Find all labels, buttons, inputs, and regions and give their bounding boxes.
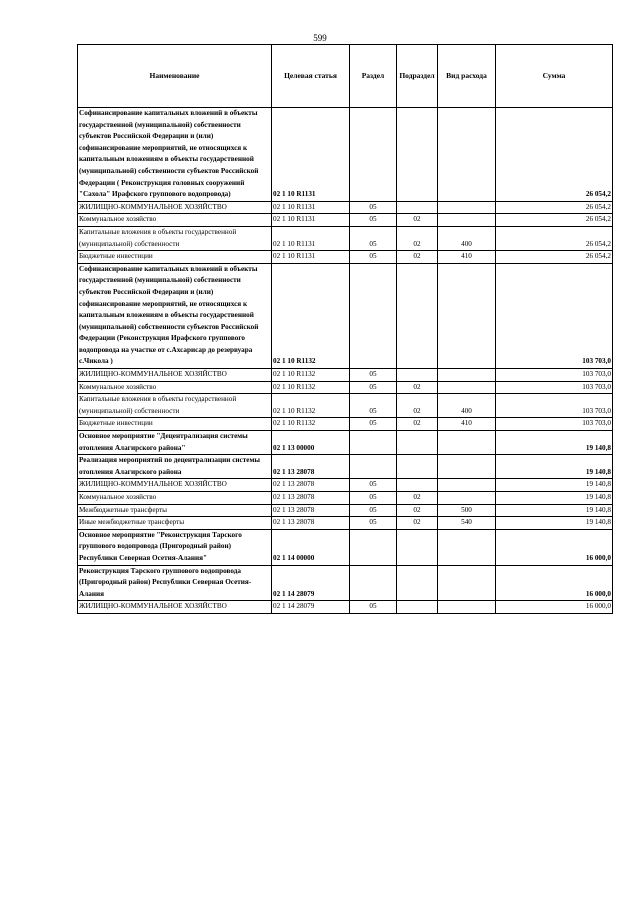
row-name: Бюджетные инвестиции [78,251,272,264]
row-amount: 16 000,0 [496,565,613,601]
row-section: 05 [350,201,397,214]
row-expense-type [438,565,496,601]
row-amount: 26 054,2 [496,201,613,214]
row-name: Софинансирование капитальных вложений в объекты государственной (муниципальной) собственности субъектов Российской Федерации и (или) софинансирование мероприятий, не относящихся к капитальным вложениям в объекты государственной (муниципальной) собственности субъектов Российской Федерации (Реконструкция Ирафского группового водопровода на участке от с.Ахсарисар до резервуара с.Чикола ) [78,263,272,368]
table-row [78,529,613,565]
row-expense-type: 410 [438,251,496,264]
row-section: 05 [350,251,397,264]
row-expense-type [438,601,496,614]
row-amount: 103 703,0 [496,418,613,431]
row-subsection: 02 [397,381,438,394]
row-name: Капитальные вложения в объекты государственной (муниципальной) собственности [78,394,272,418]
row-subsection: 02 [397,251,438,264]
table-row [78,455,613,479]
row-amount: 26 054,2 [496,226,613,250]
row-section: 05 [350,601,397,614]
row-expense-type: 500 [438,504,496,517]
table-body [78,108,613,614]
row-subsection: 02 [397,226,438,250]
table-header-row [78,45,613,108]
row-subsection [397,369,438,382]
row-amount: 26 054,2 [496,214,613,227]
header-name: Наименование [78,45,272,108]
row-section: 05 [350,517,397,530]
table-row [78,394,613,418]
row-amount: 19 140,8 [496,479,613,492]
table-row [78,565,613,601]
row-name: ЖИЛИЩНО-КОММУНАЛЬНОЕ ХОЗЯЙСТВО [78,601,272,614]
row-target-article: 02 1 10 R1132 [272,394,350,418]
table-row [78,601,613,614]
row-amount: 16 000,0 [496,601,613,614]
row-expense-type [438,455,496,479]
row-target-article: 02 1 10 R1131 [272,108,350,202]
row-name: Коммунальное хозяйство [78,381,272,394]
row-target-article: 02 1 10 R1131 [272,201,350,214]
row-expense-type: 400 [438,394,496,418]
header-subsection: Подраздел [397,45,438,108]
row-name: Капитальные вложения в объекты государственной (муниципальной) собственности [78,226,272,250]
row-target-article: 02 1 10 R1132 [272,263,350,368]
row-amount: 103 703,0 [496,394,613,418]
row-expense-type: 400 [438,226,496,250]
row-target-article: 02 1 13 00000 [272,431,350,455]
row-target-article: 02 1 13 28078 [272,517,350,530]
row-amount: 26 054,2 [496,108,613,202]
row-amount: 16 000,0 [496,529,613,565]
budget-table [77,44,613,614]
row-name: Реконструкция Тарского группового водопровода (Пригородный район) Республики Северная Осетия-Алания [78,565,272,601]
row-name: Коммунальное хозяйство [78,214,272,227]
row-subsection [397,565,438,601]
row-subsection: 02 [397,418,438,431]
row-section: 05 [350,369,397,382]
row-target-article: 02 1 10 R1132 [272,381,350,394]
row-section [350,263,397,368]
row-expense-type [438,479,496,492]
row-expense-type [438,263,496,368]
row-subsection: 02 [397,517,438,530]
row-amount: 19 140,8 [496,455,613,479]
row-name: Основное мероприятие "Реконструкция Тарского группового водопровода (Пригородный район) Республики Северная Осетия-Алания" [78,529,272,565]
header-amount: Сумма [496,45,613,108]
row-subsection [397,108,438,202]
row-expense-type [438,108,496,202]
row-subsection: 02 [397,394,438,418]
row-subsection [397,263,438,368]
row-target-article: 02 1 10 R1131 [272,226,350,250]
row-amount: 19 140,8 [496,492,613,505]
row-expense-type [438,529,496,565]
row-name: Софинансирование капитальных вложений в объекты государственной (муниципальной) собственности субъектов Российской Федерации и (или) софинансирование мероприятий, не относящихся к капитальным вложениям в объекты государственной (муниципальной) собственности субъектов Российской Федерации ( Реконструкция головных сооружений "Сахола" Ирафского группового водопровода) [78,108,272,202]
table-row [78,251,613,264]
row-section [350,565,397,601]
row-section: 05 [350,479,397,492]
row-name: ЖИЛИЩНО-КОММУНАЛЬНОЕ ХОЗЯЙСТВО [78,369,272,382]
row-name: Реализация мероприятий по децентрализации системы отопления Алагирского района [78,455,272,479]
row-target-article: 02 1 10 R1131 [272,214,350,227]
table-row [78,381,613,394]
table-row [78,492,613,505]
row-expense-type [438,381,496,394]
row-section [350,431,397,455]
row-subsection: 02 [397,492,438,505]
row-subsection: 02 [397,214,438,227]
row-section: 05 [350,381,397,394]
table-row [78,263,613,368]
row-section [350,108,397,202]
row-name: Коммунальное хозяйство [78,492,272,505]
row-name: Межбюджетные трансферты [78,504,272,517]
row-name: Иные межбюджетные трансферты [78,517,272,530]
table-row [78,214,613,227]
table-row [78,431,613,455]
table-row [78,108,613,202]
row-name: ЖИЛИЩНО-КОММУНАЛЬНОЕ ХОЗЯЙСТВО [78,479,272,492]
row-amount: 26 054,2 [496,251,613,264]
table-row [78,369,613,382]
row-expense-type [438,214,496,227]
table-row [78,226,613,250]
row-target-article: 02 1 10 R1132 [272,369,350,382]
page-number: 599 [313,33,327,43]
header-section: Раздел [350,45,397,108]
row-section [350,529,397,565]
row-section: 05 [350,226,397,250]
table-row [78,517,613,530]
table-row [78,479,613,492]
row-section: 05 [350,504,397,517]
row-subsection [397,201,438,214]
row-expense-type [438,201,496,214]
row-name: ЖИЛИЩНО-КОММУНАЛЬНОЕ ХОЗЯЙСТВО [78,201,272,214]
header-expense-type: Вид расхода [438,45,496,108]
row-expense-type [438,431,496,455]
row-subsection [397,431,438,455]
row-section: 05 [350,394,397,418]
row-target-article: 02 1 14 28079 [272,565,350,601]
row-subsection [397,479,438,492]
table-row [78,504,613,517]
row-subsection [397,529,438,565]
row-expense-type [438,369,496,382]
row-target-article: 02 1 14 28079 [272,601,350,614]
row-subsection: 02 [397,504,438,517]
row-section [350,455,397,479]
row-target-article: 02 1 13 28078 [272,455,350,479]
row-name: Основное мероприятие "Децентрализация системы отопления Алагирского района" [78,431,272,455]
row-target-article: 02 1 13 28078 [272,492,350,505]
row-subsection [397,455,438,479]
row-expense-type [438,492,496,505]
row-expense-type: 540 [438,517,496,530]
row-target-article: 02 1 13 28078 [272,504,350,517]
row-amount: 103 703,0 [496,381,613,394]
header-target-article: Целевая статья [272,45,350,108]
row-section: 05 [350,214,397,227]
row-target-article: 02 1 10 R1132 [272,418,350,431]
row-target-article: 02 1 10 R1131 [272,251,350,264]
row-amount: 103 703,0 [496,369,613,382]
row-amount: 103 703,0 [496,263,613,368]
row-amount: 19 140,8 [496,517,613,530]
row-section: 05 [350,492,397,505]
row-subsection [397,601,438,614]
table-row [78,201,613,214]
row-amount: 19 140,8 [496,504,613,517]
row-section: 05 [350,418,397,431]
table-row [78,418,613,431]
row-expense-type: 410 [438,418,496,431]
row-name: Бюджетные инвестиции [78,418,272,431]
row-target-article: 02 1 13 28078 [272,479,350,492]
row-target-article: 02 1 14 00000 [272,529,350,565]
row-amount: 19 140,8 [496,431,613,455]
